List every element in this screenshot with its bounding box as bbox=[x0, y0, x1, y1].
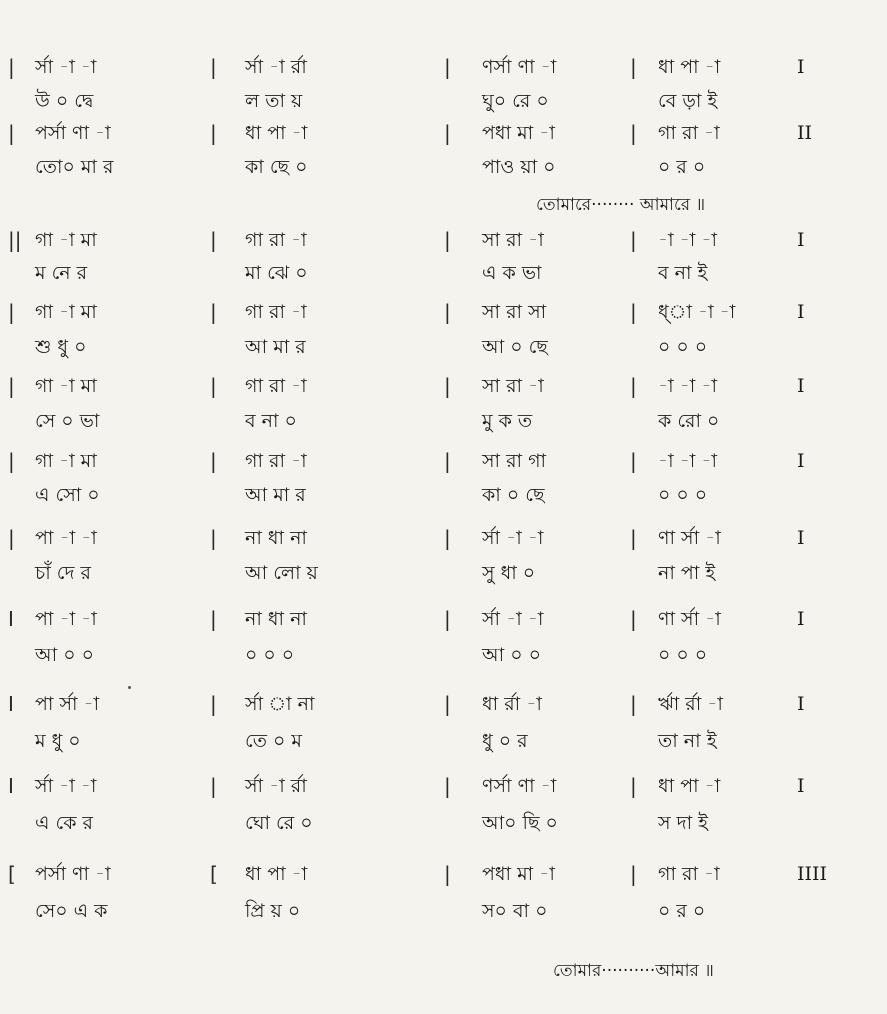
barline: | bbox=[630, 607, 637, 631]
barline: | bbox=[444, 862, 451, 886]
lyric-beat: ০ র ০ bbox=[658, 156, 706, 178]
lyric-beat: ০ ০ ০ bbox=[245, 644, 295, 666]
lyric-beat: ০ র ০ bbox=[658, 900, 706, 922]
barline: | bbox=[630, 374, 637, 398]
barline: | bbox=[8, 300, 15, 324]
swara-row bbox=[0, 689, 887, 719]
lyric-beat: শু ধু ০ bbox=[35, 336, 87, 358]
barline: | bbox=[444, 692, 451, 716]
swara-beat: ধ্‌া -া -া bbox=[658, 301, 736, 323]
swara-row bbox=[0, 118, 887, 148]
barline: | bbox=[8, 526, 15, 550]
barline: | bbox=[444, 607, 451, 631]
swara-beat: -া -া -া bbox=[658, 229, 717, 251]
barline: | bbox=[210, 228, 217, 252]
lyric-beat: আ মা র bbox=[245, 484, 306, 506]
barline: | bbox=[444, 449, 451, 473]
lyric-beat: স০ বা ০ bbox=[482, 900, 548, 922]
barline: | bbox=[210, 55, 217, 79]
barline: I bbox=[8, 692, 14, 716]
barline: [ bbox=[8, 862, 16, 886]
swara-beat: গা রা -া bbox=[658, 122, 720, 144]
lyric-beat: ল তা য় bbox=[245, 90, 303, 112]
swara-beat: র্সা -া -া bbox=[35, 775, 97, 797]
barline: | bbox=[444, 55, 451, 79]
barline: | bbox=[210, 526, 217, 550]
swara-beat: র্সা -া র্রা bbox=[245, 775, 307, 797]
barline: | bbox=[210, 607, 217, 631]
barline: | bbox=[630, 774, 637, 798]
lyric-beat: ম নে র bbox=[35, 262, 88, 284]
lyric-row bbox=[0, 152, 887, 182]
barline: | bbox=[630, 55, 637, 79]
section-end-mark: I bbox=[797, 301, 805, 323]
barline: | bbox=[210, 374, 217, 398]
swara-row bbox=[0, 446, 887, 476]
swara-beat: ণর্সা ণা -া bbox=[482, 775, 557, 797]
barline: | bbox=[630, 692, 637, 716]
lyric-beat: স দা ই bbox=[658, 812, 709, 834]
swara-beat: র্সা -া র্রা bbox=[245, 56, 307, 78]
lyric-beat: সু ধা ০ bbox=[482, 562, 536, 584]
lyric-beat: ঘু০ রে ০ bbox=[482, 90, 549, 112]
lyric-beat: আ ০ ০ bbox=[35, 644, 94, 666]
barline: | bbox=[444, 121, 451, 145]
lyric-beat: কা ০ ছে bbox=[482, 484, 545, 506]
lyric-beat: কা ছে ০ bbox=[245, 156, 308, 178]
lyric-row bbox=[0, 332, 887, 362]
barline: | bbox=[210, 121, 217, 145]
barline: | bbox=[630, 300, 637, 324]
refrain-note: তোমার··········আমার ॥ bbox=[553, 961, 714, 981]
barline: I bbox=[8, 607, 14, 631]
swara-beat: ধা পা -া bbox=[658, 56, 721, 78]
swara-beat: গা -া মা bbox=[35, 375, 97, 397]
swara-beat: পধা মা -া bbox=[482, 122, 555, 144]
lyric-beat: প্রি য় ০ bbox=[245, 900, 301, 922]
lyric-row bbox=[0, 726, 887, 756]
swara-beat: ণর্সা ণা -া bbox=[482, 56, 557, 78]
lyric-beat: আ লো য় bbox=[245, 562, 318, 584]
swara-beat: র্সা -া -া bbox=[482, 608, 544, 630]
section-end-mark: I bbox=[797, 608, 805, 630]
barline: | bbox=[8, 121, 15, 145]
lyric-beat: আ ০ ছে bbox=[482, 336, 548, 358]
swara-beat: পা র্সা -া bbox=[35, 693, 100, 715]
lyric-beat: এ ক ভা bbox=[482, 262, 542, 284]
barline: | bbox=[210, 449, 217, 473]
lyric-beat: ঘো রে ০ bbox=[245, 812, 313, 834]
lyric-row bbox=[0, 86, 887, 116]
swara-row bbox=[0, 225, 887, 255]
section-end-mark: II bbox=[797, 122, 813, 144]
swara-beat: ণা র্সা -া bbox=[658, 608, 721, 630]
lyric-beat: আ ০ ০ bbox=[482, 644, 541, 666]
swara-beat: র্সা া না bbox=[245, 693, 315, 715]
barline: | bbox=[8, 55, 15, 79]
swara-beat: সা রা গা bbox=[482, 450, 547, 472]
lyric-beat: এ সো ০ bbox=[35, 484, 100, 506]
lyric-beat: তে ০ ম bbox=[245, 730, 302, 752]
barline: | bbox=[8, 374, 15, 398]
barline: | bbox=[210, 692, 217, 716]
swara-row bbox=[0, 604, 887, 634]
lyric-row bbox=[0, 808, 887, 838]
swara-beat: না ধা না bbox=[245, 527, 307, 549]
swara-beat: ধা পা -া bbox=[658, 775, 721, 797]
swara-row bbox=[0, 297, 887, 327]
lyric-beat: মা ঝে ০ bbox=[245, 262, 308, 284]
barline: | bbox=[444, 526, 451, 550]
swara-beat: গা রা -া bbox=[245, 229, 307, 251]
swara-beat: সা রা -া bbox=[482, 375, 544, 397]
lyric-row bbox=[0, 896, 887, 926]
barline: | bbox=[444, 374, 451, 398]
barline: | bbox=[630, 526, 637, 550]
barline: | bbox=[444, 300, 451, 324]
barline: | bbox=[630, 862, 637, 886]
swara-row bbox=[0, 52, 887, 82]
lyric-beat: আ০ ছি ০ bbox=[482, 812, 558, 834]
lyric-beat: ধু ০ র bbox=[482, 730, 528, 752]
lyric-beat: ০ ০ ০ bbox=[658, 336, 708, 358]
swara-beat: -া -া -া bbox=[658, 450, 717, 472]
swara-beat: সা রা সা bbox=[482, 301, 547, 323]
swara-beat: র্সা -া -া bbox=[482, 527, 544, 549]
barline: | bbox=[630, 449, 637, 473]
barline: I bbox=[8, 774, 14, 798]
swara-beat: গা রা -া bbox=[658, 863, 720, 885]
lyric-beat: ০ ০ ০ bbox=[658, 484, 708, 506]
lyric-row bbox=[0, 558, 887, 588]
swara-row bbox=[0, 371, 887, 401]
lyric-beat: তো০ মা র bbox=[35, 156, 114, 178]
lyric-beat: তা না ই bbox=[658, 730, 717, 752]
lyric-beat: মু ক ত bbox=[482, 410, 533, 432]
swara-row bbox=[0, 771, 887, 801]
swara-beat: -া -া -া bbox=[658, 375, 717, 397]
swara-beat: গা -া মা bbox=[35, 229, 97, 251]
lyric-beat: উ ০ দ্বে bbox=[35, 90, 94, 112]
swara-row bbox=[0, 523, 887, 553]
lyric-beat: আ মা র bbox=[245, 336, 306, 358]
lyric-row bbox=[0, 258, 887, 288]
swara-beat: ধা পা -া bbox=[245, 863, 308, 885]
lyric-beat: না পা ই bbox=[658, 562, 716, 584]
lyric-beat: পাও য়া ০ bbox=[482, 156, 556, 178]
lyric-row bbox=[0, 406, 887, 436]
swara-beat: পর্সা ণা -া bbox=[35, 863, 111, 885]
barline: | bbox=[444, 228, 451, 252]
lyric-beat: ব না ই bbox=[658, 262, 708, 284]
lyric-row bbox=[0, 480, 887, 510]
swara-beat: না ধা না bbox=[245, 608, 307, 630]
lyric-beat: সে ০ ভা bbox=[35, 410, 100, 432]
swara-beat: পর্সা ণা -া bbox=[35, 122, 111, 144]
swara-beat: পা -া -া bbox=[35, 608, 97, 630]
swara-beat: গা -া মা bbox=[35, 301, 97, 323]
section-end-mark: I bbox=[797, 693, 805, 715]
swara-beat: গা -া মা bbox=[35, 450, 97, 472]
section-end-mark: I bbox=[797, 775, 805, 797]
barline: | bbox=[8, 449, 15, 473]
barline: | bbox=[630, 228, 637, 252]
swara-beat: ণা র্সা -া bbox=[658, 527, 721, 549]
section-end-mark: I bbox=[797, 375, 805, 397]
lyric-beat: সে০ এ ক bbox=[35, 900, 108, 922]
barline: [ bbox=[210, 862, 218, 886]
swara-beat: সা রা -া bbox=[482, 229, 544, 251]
swara-beat: ধা র্রা -া bbox=[482, 693, 542, 715]
swara-beat: পা -া -া bbox=[35, 527, 97, 549]
barline: | bbox=[444, 774, 451, 798]
swara-beat: ধা পা -া bbox=[245, 122, 308, 144]
section-end-mark: IIII bbox=[797, 863, 828, 885]
swara-beat: গা রা -া bbox=[245, 301, 307, 323]
stray-mark bbox=[128, 686, 131, 689]
section-end-mark: I bbox=[797, 450, 805, 472]
lyric-beat: এ কে র bbox=[35, 812, 93, 834]
barline: | bbox=[630, 121, 637, 145]
lyric-beat: চাঁ দে র bbox=[35, 562, 91, 584]
lyric-beat: বে ড়া ই bbox=[658, 90, 718, 112]
lyric-beat: ব না ০ bbox=[245, 410, 297, 432]
swara-beat: গা রা -া bbox=[245, 450, 307, 472]
lyric-beat: ক রো ০ bbox=[658, 410, 720, 432]
lyric-beat: ম ধু ০ bbox=[35, 730, 81, 752]
swara-beat: র্সা -া -া bbox=[35, 56, 97, 78]
section-end-mark: I bbox=[797, 56, 805, 78]
barline: | bbox=[210, 774, 217, 798]
section-end-mark: I bbox=[797, 527, 805, 549]
section-end-mark: I bbox=[797, 229, 805, 251]
swara-beat: র্ঋা র্রা -া bbox=[658, 693, 723, 715]
barline: | bbox=[210, 300, 217, 324]
swara-row bbox=[0, 859, 887, 889]
refrain-note: তোমারে········ আমারে ॥ bbox=[536, 195, 706, 215]
swara-beat: পধা মা -া bbox=[482, 863, 555, 885]
lyric-beat: ০ ০ ০ bbox=[658, 644, 708, 666]
lyric-row bbox=[0, 640, 887, 670]
barline: || bbox=[8, 228, 22, 252]
swara-beat: গা রা -া bbox=[245, 375, 307, 397]
